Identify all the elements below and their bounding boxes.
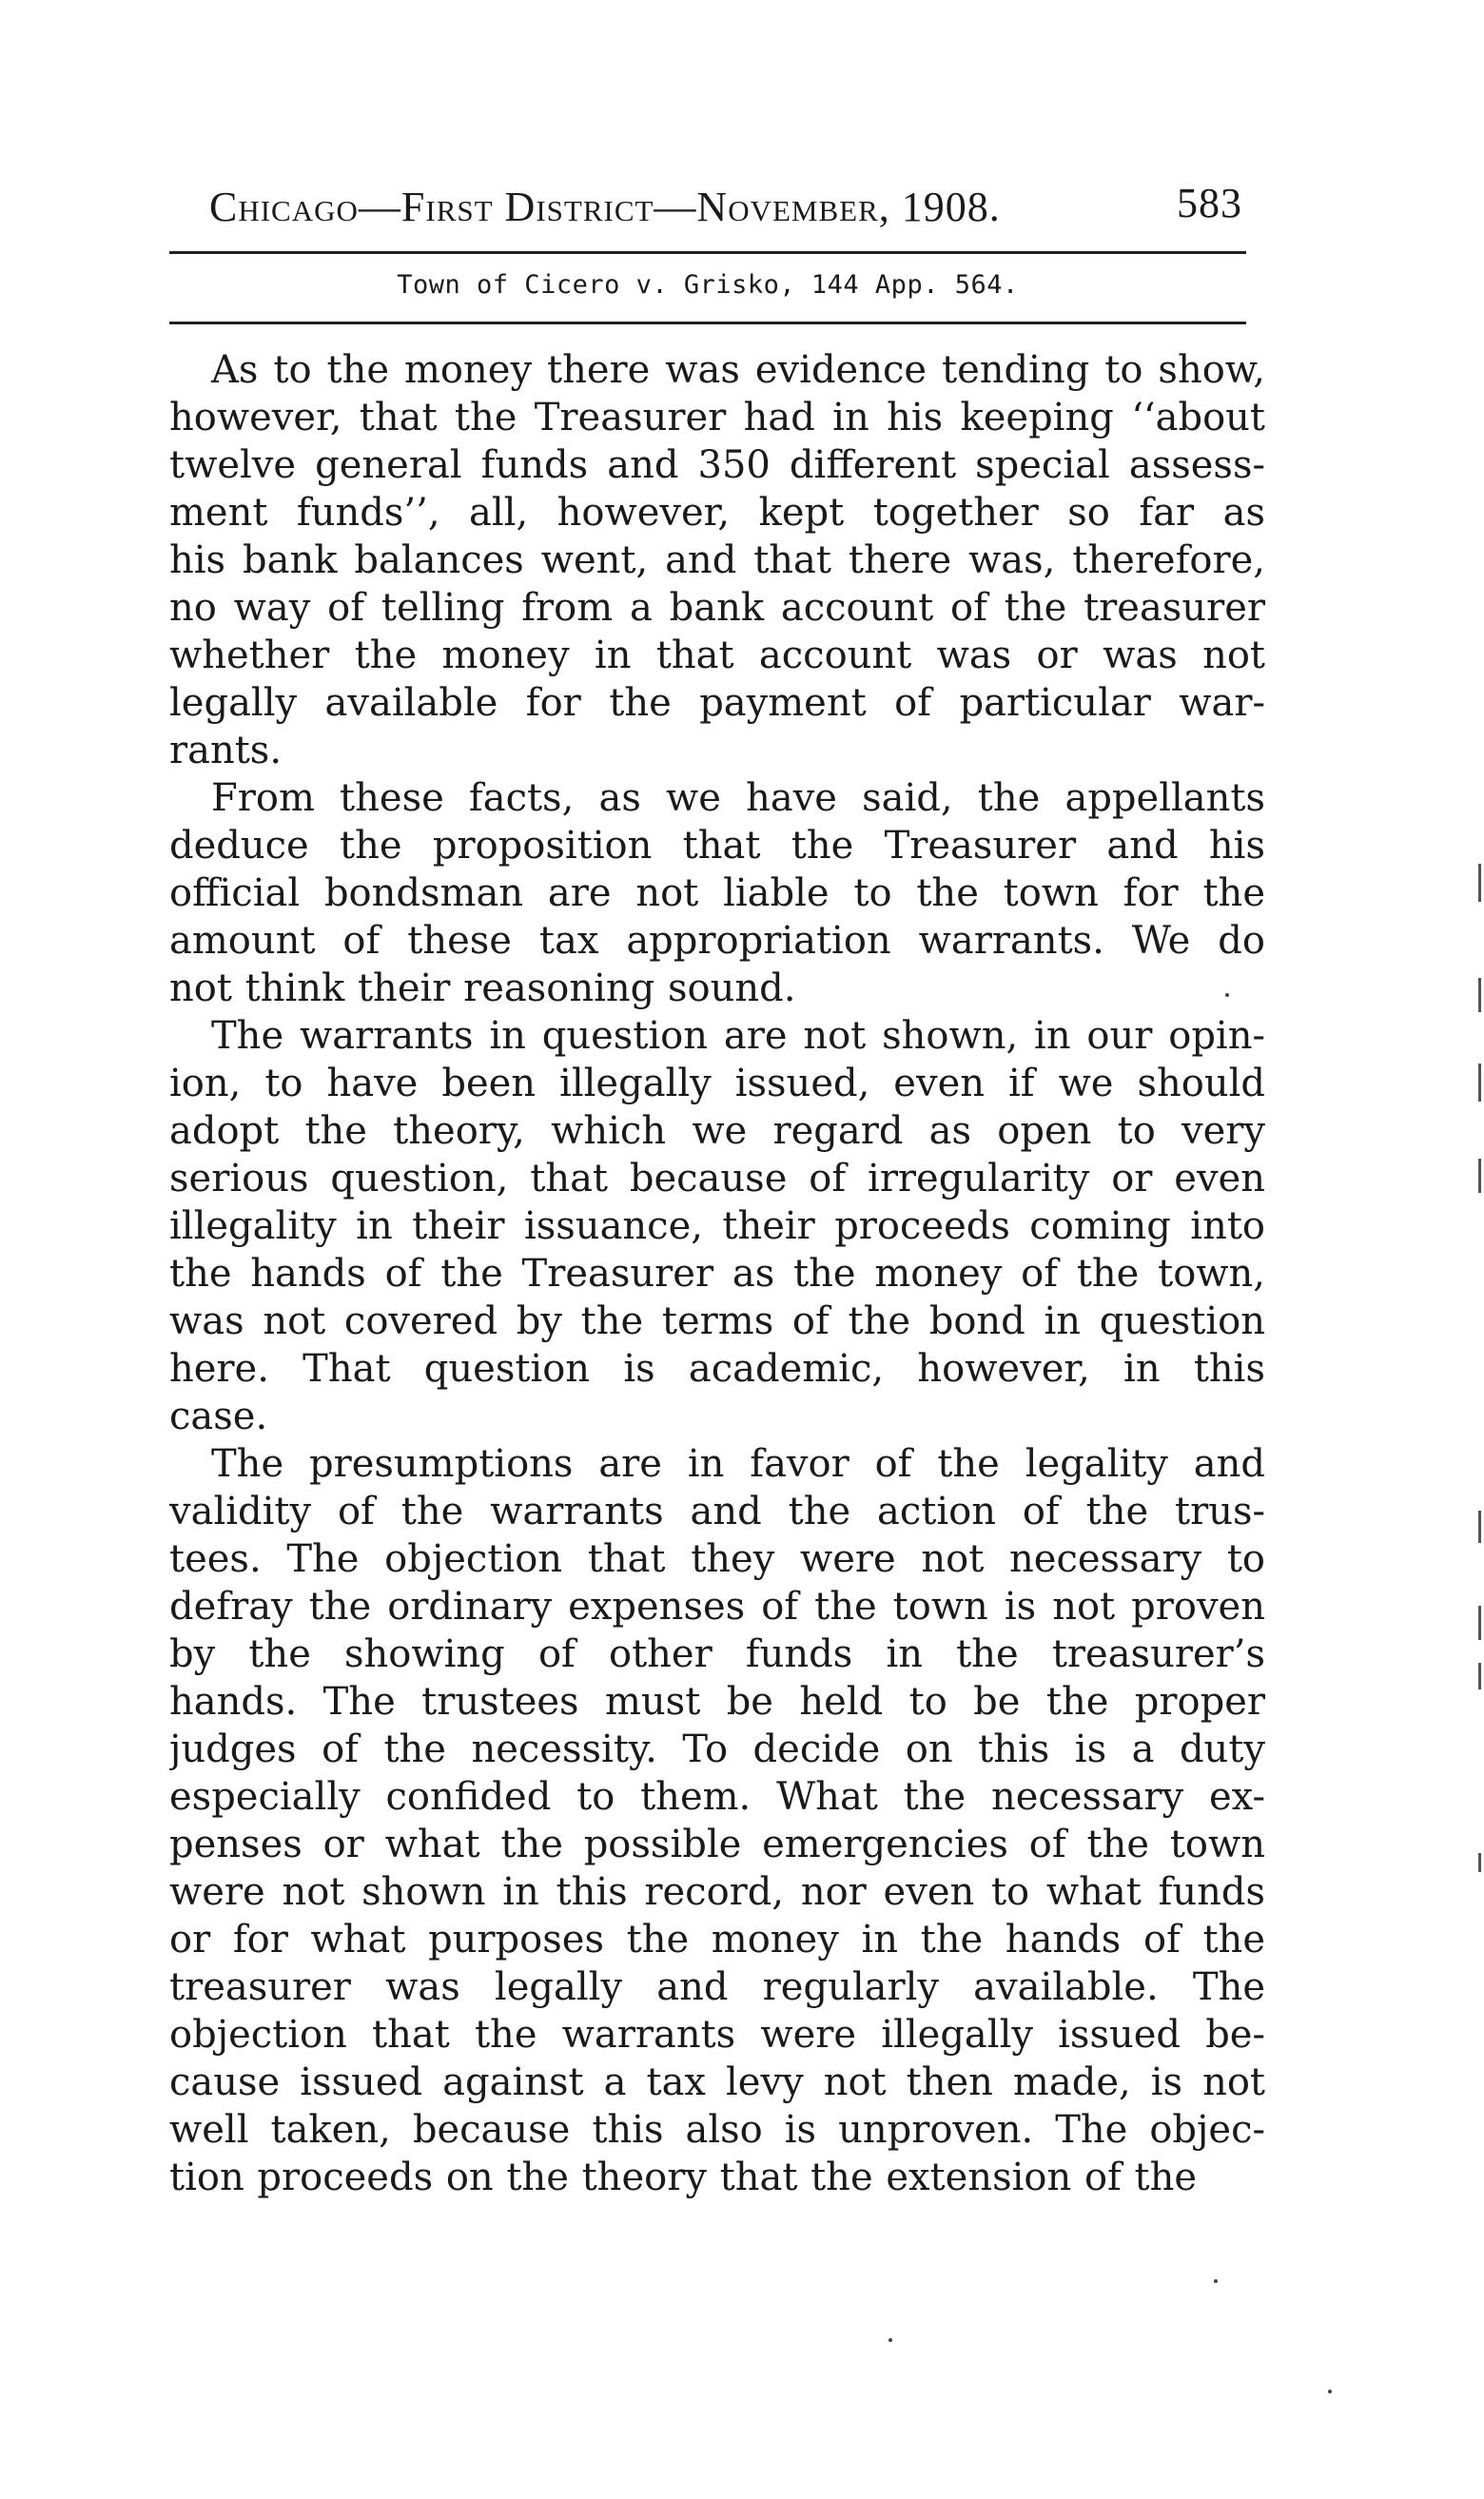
text-line: tees. The objection that they were not necessary to — [169, 1537, 1265, 1581]
margin-tick — [1478, 1663, 1481, 1689]
text-line: amount of these tax appropriation warrants. We do — [169, 919, 1265, 963]
book-page — [169, 179, 1265, 2199]
running-head — [169, 179, 1265, 236]
text-line: not think their reasoning sound. — [169, 966, 796, 1010]
text-line: ion, to have been illegally issued, even if we should — [169, 1062, 1265, 1105]
text-line: whether the money in that account was or was not — [169, 634, 1265, 677]
text-line: penses or what the possible emergencies of the town — [169, 1823, 1265, 1866]
text-line: official bondsman are not liable to the town for the — [169, 871, 1265, 915]
speck — [1214, 2279, 1218, 2283]
text-line: judges of the necessity. To decide on this is a duty — [169, 1728, 1265, 1771]
margin-tick — [1478, 1606, 1481, 1640]
text-line: or for what purposes the money in the hands of the — [169, 1918, 1265, 1962]
text-line: rants. — [169, 729, 283, 772]
text-line: however, that the Treasurer had in his keeping ‘‘about — [169, 396, 1265, 439]
text-line: the hands of the Treasurer as the money of the town, — [169, 1252, 1265, 1296]
text-line: his bank balances went, and that there was, therefore, — [169, 538, 1265, 582]
speck — [1225, 993, 1229, 997]
text-line: ment funds’’, all, however, kept together so far as — [169, 491, 1265, 535]
text-line: no way of telling from a bank account of the treasurer — [169, 586, 1265, 630]
text-line: illegality in their issuance, their proceeds coming into — [169, 1204, 1265, 1248]
text-line: well taken, because this also is unproven. The objec- — [169, 2108, 1265, 2152]
text-line: objection that the warrants were illegally issued be- — [169, 2013, 1265, 2057]
text-line: adopt the theory, which we regard as open to very — [169, 1109, 1265, 1153]
text-line: defray the ordinary expenses of the town is not proven — [169, 1585, 1265, 1629]
header-rule-bottom — [169, 322, 1246, 324]
margin-tick — [1478, 978, 1481, 1012]
text-line: treasurer was legally and regularly available. The — [169, 1965, 1265, 2009]
paragraph — [169, 1012, 1265, 1440]
running-title: Chicago—First District—November, 1908. — [209, 184, 1001, 230]
text-line: The warrants in question are not shown, in our opin- — [211, 1014, 1265, 1058]
text-line: here. That question is academic, however, in this — [169, 1347, 1265, 1391]
text-line: twelve general funds and 350 different special assess- — [169, 443, 1265, 487]
speck — [1328, 2390, 1332, 2393]
margin-tick — [1478, 1064, 1481, 1102]
margin-tick — [1478, 864, 1481, 902]
text-line: by the showing of other funds in the treasurer’s — [169, 1632, 1265, 1676]
text-line: were not shown in this record, nor even to what funds — [169, 1870, 1265, 1914]
text-line: serious question, that because of irregularity or even — [169, 1157, 1265, 1201]
case-citation: Town of Cicero v. Grisko, 144 App. 564. — [397, 270, 1019, 300]
paragraph — [169, 346, 1265, 774]
page-number: 583 — [1177, 180, 1242, 226]
text-line: deduce the proposition that the Treasurer and his — [169, 824, 1265, 868]
text-line: From these facts, as we have said, the appellants — [211, 776, 1265, 820]
text-line: cause issued against a tax levy not then made, is not — [169, 2060, 1265, 2104]
text-line: was not covered by the terms of the bond in question — [169, 1299, 1265, 1343]
text-line: tion proceeds on the theory that the extension of the — [169, 2156, 1198, 2199]
text-line: legally available for the payment of particular war- — [169, 681, 1265, 725]
margin-tick — [1478, 1159, 1481, 1193]
text-line: The presumptions are in favor of the legality and — [211, 1442, 1265, 1486]
paragraph — [169, 774, 1265, 1012]
speck — [888, 2338, 892, 2342]
text-line: especially confided to them. What the necessary ex- — [169, 1775, 1265, 1819]
body-text — [169, 346, 1265, 2201]
text-line: As to the money there was evidence tending to show, — [211, 348, 1265, 392]
text-line: validity of the warrants and the action of the trus- — [169, 1490, 1265, 1533]
header-rule-top — [169, 251, 1246, 254]
text-line: hands. The trustees must be held to be the proper — [169, 1680, 1265, 1724]
margin-tick — [1478, 1511, 1481, 1543]
margin-tick — [1478, 1853, 1481, 1872]
paragraph — [169, 1440, 1265, 2201]
text-line: case. — [169, 1395, 268, 1438]
